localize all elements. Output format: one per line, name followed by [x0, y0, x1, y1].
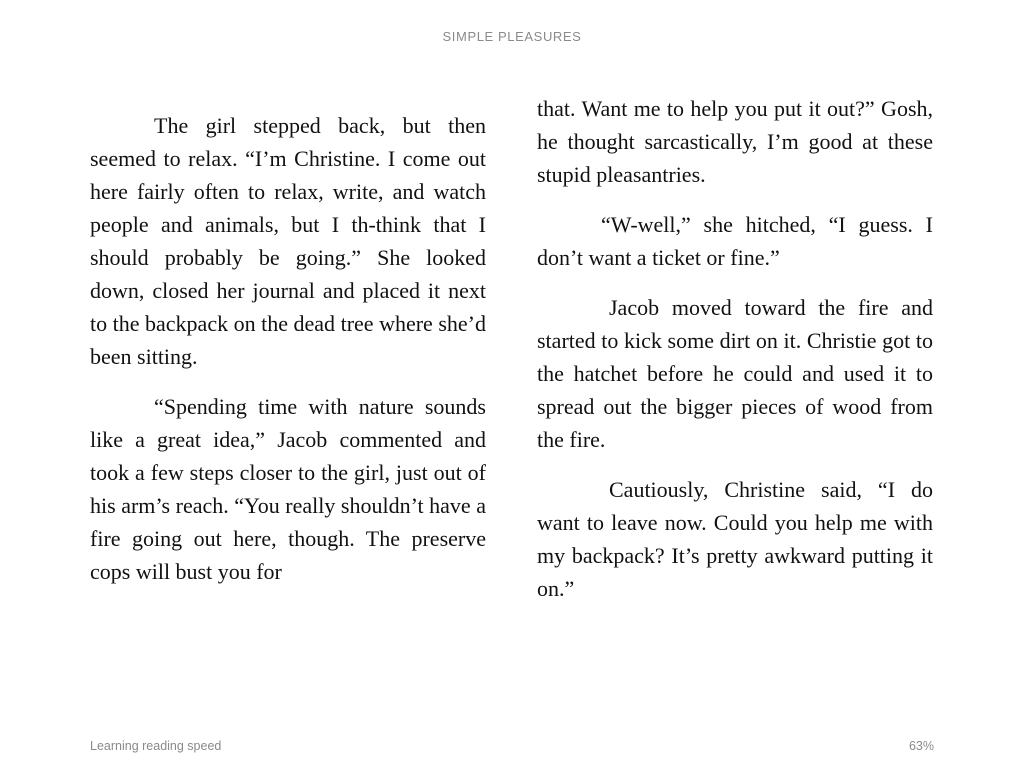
paragraph-continued: that. Want me to help you put it out?” Gosh, he thought sarcastically, I’m good at these stupid pleasantries. [537, 96, 933, 187]
right-page-column [537, 92, 933, 622]
reading-progress: 63% [908, 739, 934, 753]
paragraph: Jacob moved toward the fire and started to kick some dirt on it. Christie got to the hatchet before he could and used it to spread out the bigger pieces of wood from the fire. [537, 295, 933, 452]
paragraph: The girl stepped back, but then seemed to relax. “I’m Christine. I come out here fairly often to relax, write, and watch people and animals, but I th-think that I should probably be going.” She looked down, closed her journal and placed it next to the backpack on the dead tree where she’d been sitting. [90, 113, 486, 369]
paragraph: Cautiously, Christine said, “I do want to leave now. Could you help me with my backpack? It’s pretty awkward putting it on.” [537, 477, 933, 601]
left-page-column [90, 109, 486, 605]
book-title: SIMPLE PLEASURES [442, 29, 582, 44]
paragraph: “Spending time with nature sounds like a great idea,” Jacob commented and took a few steps closer to the girl, just out of his arm’s reach. “You really shouldn’t have a fire going out here, though. The preserve cops will bust you for [90, 394, 486, 584]
paragraph: “W-well,” she hitched, “I guess. I don’t want a ticket or fine.” [537, 212, 933, 270]
reading-speed-status: Learning reading speed [90, 739, 222, 753]
